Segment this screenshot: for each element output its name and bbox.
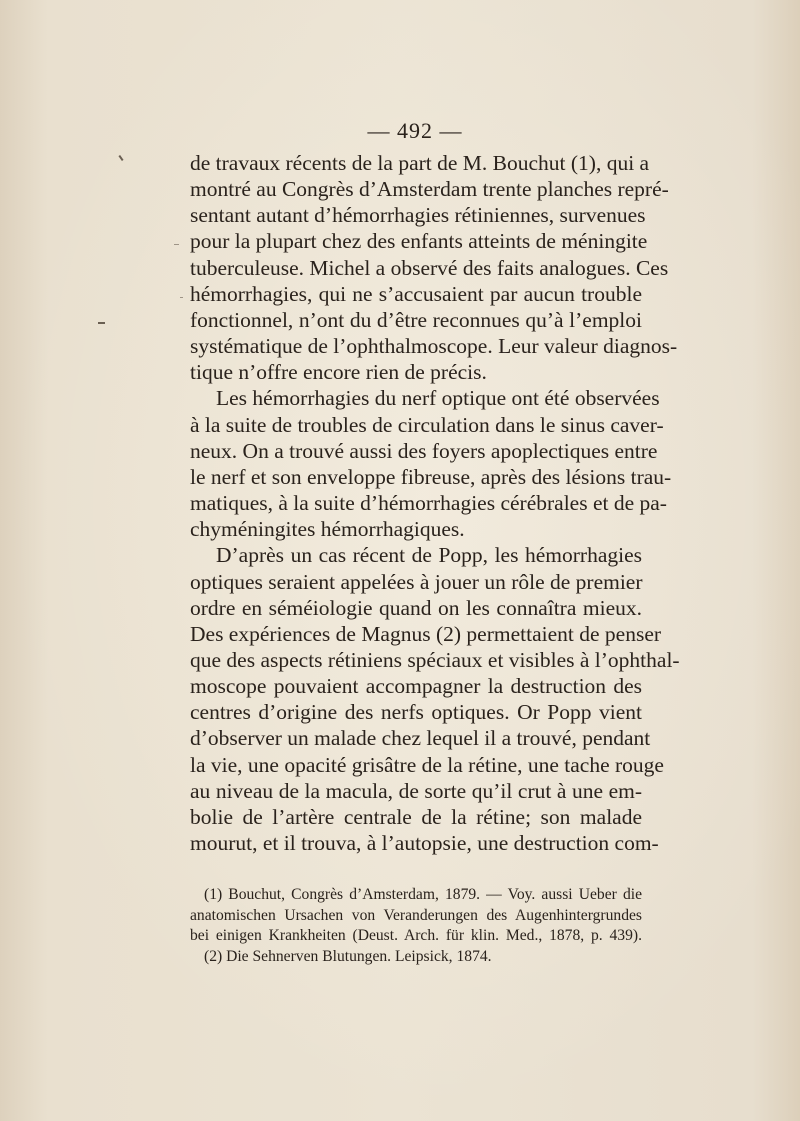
text-line: pour la plupart chez des enfants atteints de méningite [190, 229, 648, 254]
text-line: la vie, une opacité grisâtre de la rétine, une tache rouge [190, 752, 664, 777]
text-line: centres d’origine des nerfs optiques. Or Popp vient [190, 700, 642, 725]
margin-speck [174, 244, 179, 245]
footnotes [190, 885, 642, 967]
text-line: systématique de l’ophthalmoscope. Leur valeur diagnos- [190, 334, 678, 359]
text-line: bolie de l’artère centrale de la rétine; son malade [190, 804, 642, 829]
footnote-line: (1) Bouchut, Congrès d’Amsterdam, 1879. — Voy. aussi Ueber die [204, 886, 642, 903]
text-line: hémorrhagies, qui ne s’accusaient par aucun trouble [190, 281, 642, 306]
text-line: Des expériences de Magnus (2) permettaient de penser [190, 621, 662, 646]
text-line: D’après un cas récent de Popp, les hémorrhagies [216, 543, 642, 568]
text-line: matiques, à la suite d’hémorrhagies cérébrales et de pa- [190, 491, 667, 516]
text-line: à la suite de troubles de circulation dans le sinus caver- [190, 412, 664, 437]
text-line: optiques seraient appelées à jouer un rôle de premier [190, 569, 643, 594]
footnote-line: (2) Die Sehnerven Blutungen. Leipsick, 1874. [204, 947, 492, 965]
text-line: moscope pouvaient accompagner la destruction des [190, 674, 642, 699]
text-line: sentant autant d’hémorrhagies rétiniennes, survenues [190, 203, 646, 228]
footnote-line: anatomischen Ursachen von Veranderungen des Augenhintergrundes [190, 906, 642, 924]
text-line: neux. On a trouvé aussi des foyers apoplectiques entre [190, 438, 658, 463]
text-line: chyméningites hémorrhagiques. [190, 517, 465, 542]
text-line: le nerf et son enveloppe fibreuse, après des lésions trau- [190, 464, 672, 489]
text-line: fonctionnel, n’ont du d’être reconnues qu’à l’emploi [190, 307, 642, 332]
text-line: tuberculeuse. Michel a observé des faits analogues. Ces [190, 255, 669, 280]
text-line: de travaux récents de la part de M. Bouchut (1), qui a [190, 151, 650, 175]
margin-speck [118, 155, 123, 161]
text-line: montré au Congrès d’Amsterdam trente planches repré- [190, 177, 669, 202]
margin-speck [180, 297, 183, 298]
text-line: au niveau de la macula, de sorte qu’il crut à une em- [190, 778, 642, 803]
body-text [190, 150, 680, 856]
text-line: que des aspects rétiniens spéciaux et visibles à l’ophthal- [190, 647, 680, 672]
text-line: d’observer un malade chez lequel il a trouvé, pendant [190, 726, 651, 751]
text-line: ordre en séméiologie quand on les connaîtra mieux. [190, 595, 642, 620]
footnote-line: bei einigen Krankheiten (Deust. Arch. für klin. Med., 1878, p. 439). [190, 927, 642, 944]
margin-speck [98, 322, 105, 324]
page-number: — 492 — [367, 118, 463, 143]
text-line: tique n’offre encore rien de précis. [190, 360, 487, 385]
text-line: mourut, et il trouva, à l’autopsie, une destruction com- [190, 831, 659, 856]
text-line: Les hémorrhagies du nerf optique ont été observées [216, 386, 660, 411]
